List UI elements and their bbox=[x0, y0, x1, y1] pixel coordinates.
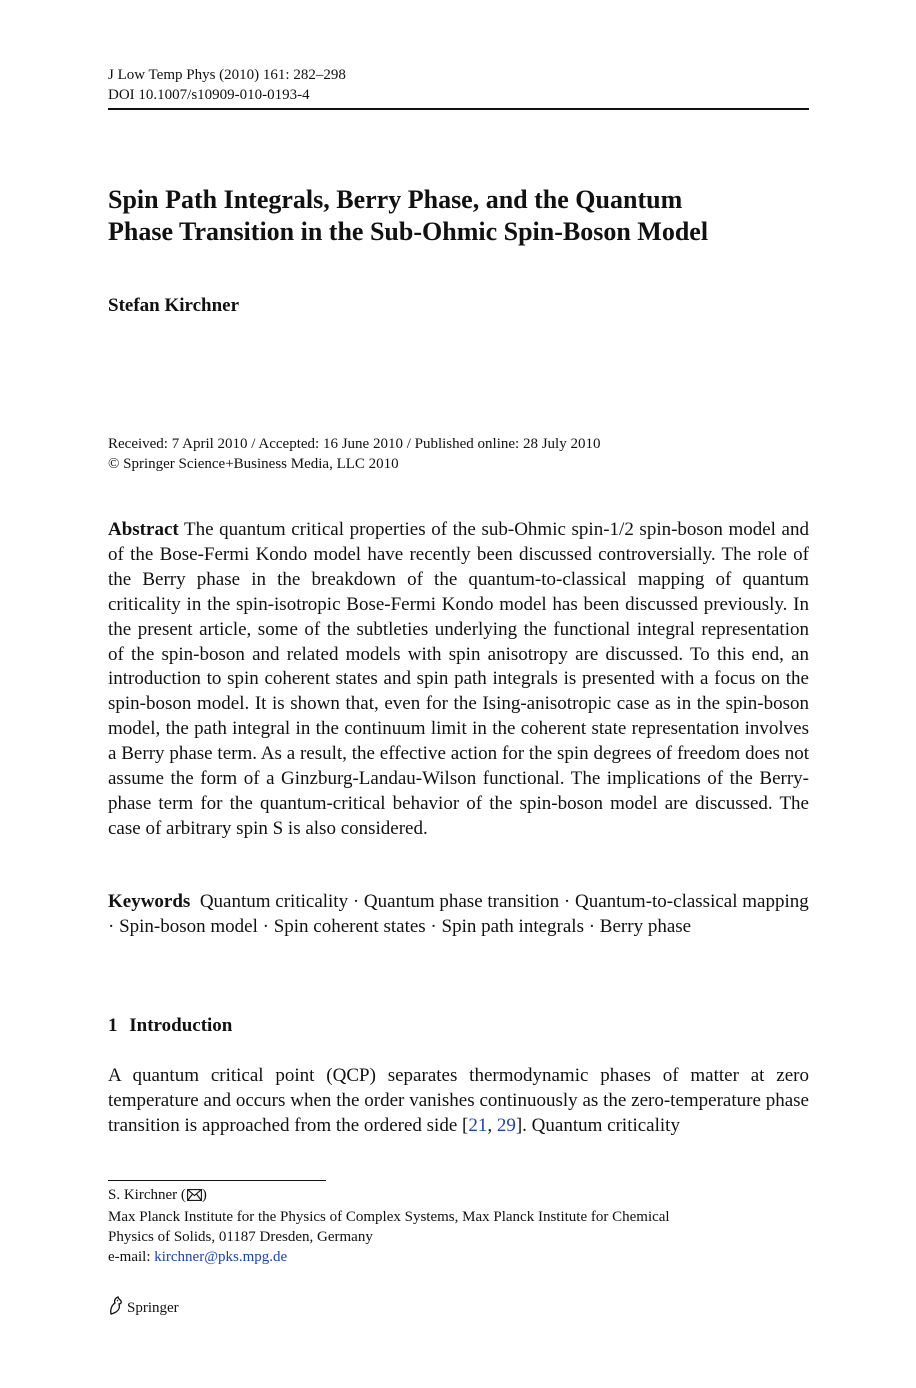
title-line-2: Phase Transition in the Sub-Ohmic Spin-Boson Model bbox=[108, 217, 709, 246]
author-footnote bbox=[108, 1185, 809, 1267]
citation-line: J Low Temp Phys (2010) 161: 282–298 bbox=[108, 67, 346, 83]
keywords bbox=[108, 890, 809, 940]
publication-history bbox=[108, 434, 600, 474]
email-link[interactable]: kirchner@pks.mpg.de bbox=[154, 1249, 288, 1265]
affiliation-line-2: Physics of Solids, 01187 Dresden, Germany bbox=[108, 1229, 373, 1245]
envelope-icon bbox=[187, 1187, 202, 1207]
header-rule bbox=[108, 108, 809, 110]
article-title bbox=[108, 184, 809, 248]
intro-text: A quantum critical point (QCP) separates thermodynamic phases of matter at zero temperature and occurs when the order vanishes continuously as the zero-temperature phase transition is approached from the ordered side [ bbox=[108, 1065, 809, 1136]
intro-paragraph bbox=[108, 1064, 809, 1139]
footnote-author-close: ) bbox=[201, 1187, 207, 1203]
footnote-author-name: S. Kirchner ( bbox=[108, 1187, 186, 1203]
affiliation-line-1: Max Planck Institute for the Physics of Complex Systems, Max Planck Institute for Chemical bbox=[108, 1209, 670, 1225]
publisher-mark bbox=[108, 1296, 179, 1319]
footnote-rule bbox=[108, 1180, 326, 1181]
history-line: Received: 7 April 2010 / Accepted: 16 June 2010 / Published online: 28 July 2010 bbox=[108, 436, 601, 452]
section-heading bbox=[108, 1014, 232, 1038]
email-line bbox=[108, 1247, 809, 1267]
intro-text-end: ]. Quantum criticality bbox=[515, 1114, 680, 1136]
copyright-line: © Springer Science+Business Media, LLC 2010 bbox=[108, 456, 399, 472]
journal-citation bbox=[108, 65, 346, 105]
citation-link-29[interactable]: 29 bbox=[496, 1114, 516, 1136]
abstract-text: The quantum critical properties of the sub-Ohmic spin-1/2 spin-boson model and of the Bose-Fermi Kondo model have recently been discussed controversially. The role of the Berry phase in the breakdown of the quantum-to-classical mapping of quantum criticality in the spin-isotropic Bose-Fermi Kondo model has been discussed previously. In the present article, some of the subtleties underlying the functional integral representation of the spin-boson and related models with spin anisotropy are discussed. To this end, an introduction to spin coherent states and spin path integrals is presented with a focus on the spin-boson model. It is shown that, even for the Ising-anisotropic case as in the spin-boson model, the path integral in the continuum limit in the coherent state representation involves a Berry phase term. As a result, the effective action for the spin degrees of freedom does not assume the form of a Ginzburg-Landau-Wilson functional. The implications of the Berry-phase term for the quantum-critical behavior of the spin-boson model are discussed. The case of arbitrary spin S is also considered. bbox=[108, 519, 809, 839]
abstract bbox=[108, 518, 809, 842]
springer-horse-icon bbox=[108, 1300, 127, 1316]
section-title: Introduction bbox=[129, 1015, 233, 1036]
footnote-author bbox=[108, 1185, 809, 1207]
keywords-label: Keywords bbox=[108, 891, 191, 912]
citation-separator: , bbox=[487, 1114, 497, 1136]
keywords-text: Quantum criticality · Quantum phase transition · Quantum-to-classical mapping · Spin-boson model · Spin coherent states · Spin path integrals · Berry phase bbox=[108, 891, 809, 937]
citation-link-21[interactable]: 21 bbox=[468, 1114, 488, 1136]
author-name: Stefan Kirchner bbox=[108, 295, 240, 316]
publisher-name: Springer bbox=[127, 1300, 179, 1316]
email-label: e-mail: bbox=[108, 1249, 155, 1265]
abstract-label: Abstract bbox=[108, 519, 179, 540]
doi-line: DOI 10.1007/s10909-010-0193-4 bbox=[108, 87, 310, 103]
title-line-1: Spin Path Integrals, Berry Phase, and the Quantum bbox=[108, 185, 683, 214]
section-number: 1 bbox=[108, 1015, 118, 1036]
